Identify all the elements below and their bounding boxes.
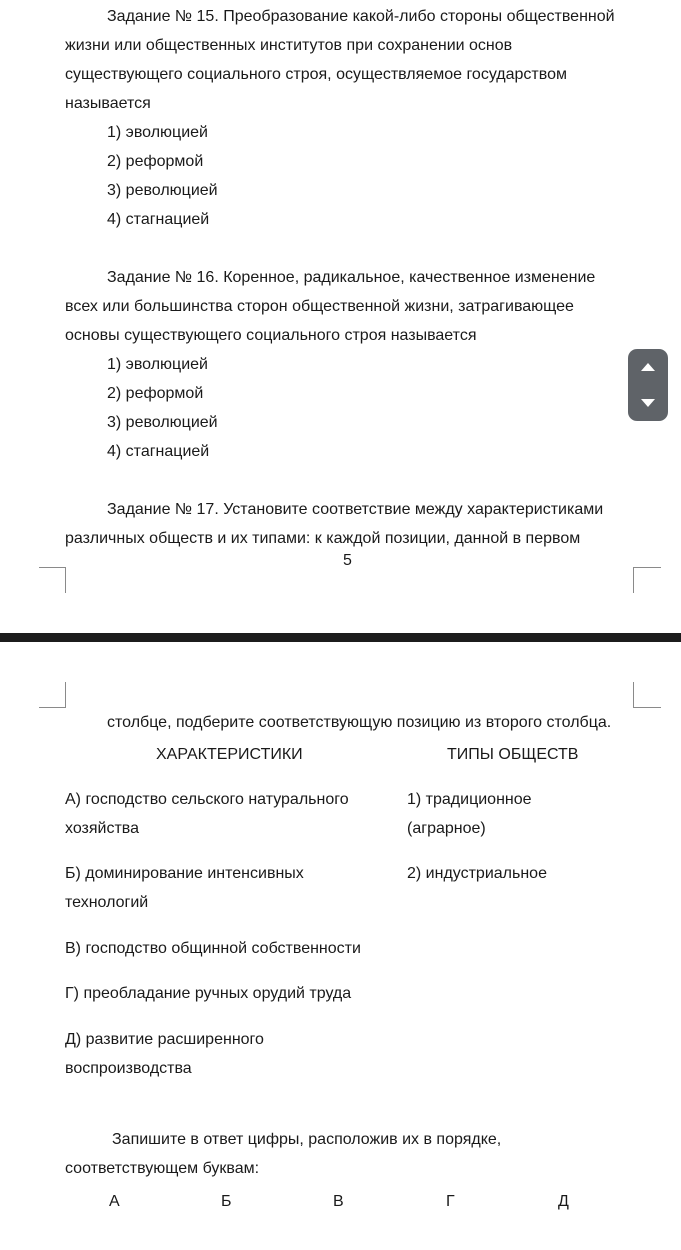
page-number: 5 (343, 552, 352, 569)
task-16-option: 3) революцией (107, 414, 218, 431)
task-16-text-line: всех или большинства сторон общественной жизни, затрагивающее (65, 298, 574, 315)
characteristic-item-cont: воспроизводства (65, 1060, 192, 1077)
task-15-text-line: жизни или общественных институтов при сохранении основ (65, 37, 513, 54)
task-15-option: 1) эволюцией (107, 124, 208, 141)
characteristic-item-cont: технологий (65, 894, 149, 911)
type-item-cont: (аграрное) (407, 820, 486, 837)
crop-mark-top-left (39, 682, 66, 708)
characteristic-item: Г) преобладание ручных орудий труда (65, 985, 352, 1002)
characteristic-item-cont: хозяйства (65, 820, 140, 837)
task-16-heading: Задание № 16. Коренное, радикальное, качественное изменение (107, 269, 596, 286)
task-15-option: 2) реформой (107, 153, 204, 170)
scroll-down-button[interactable] (628, 385, 668, 421)
characteristic-item: А) господство сельского натурального (65, 791, 349, 808)
characteristic-item: Б) доминирование интенсивных (65, 865, 304, 882)
task-15-heading: Задание № 15. Преобразование какой-либо стороны общественной (107, 8, 615, 25)
characteristic-item: В) господство общинной собственности (65, 940, 361, 957)
answer-letter: Б (221, 1193, 232, 1210)
task-15-option: 4) стагнацией (107, 211, 210, 228)
task-16-option: 1) эволюцией (107, 356, 208, 373)
column-header-characteristics: ХАРАКТЕРИСТИКИ (156, 746, 303, 763)
task-15-option: 3) революцией (107, 182, 218, 199)
crop-mark-top-right (633, 682, 661, 708)
answer-instruction-cont: соответствующем буквам: (65, 1160, 260, 1177)
answer-letter: Д (558, 1193, 569, 1210)
task-15-text-line: называется (65, 95, 151, 112)
task-16-option: 2) реформой (107, 385, 204, 402)
answer-instruction: Запишите в ответ цифры, расположив их в порядке, (112, 1131, 502, 1148)
type-item: 2) индустриальное (407, 865, 547, 882)
characteristic-item: Д) развитие расширенного (65, 1031, 264, 1048)
answer-letter: В (333, 1193, 344, 1210)
crop-mark-bottom-right (633, 567, 661, 593)
page-scroll-control[interactable] (628, 349, 668, 421)
crop-mark-bottom-left (39, 567, 66, 593)
arrow-down-icon (641, 399, 655, 407)
task-16-option: 4) стагнацией (107, 443, 210, 460)
answer-letter: Г (446, 1193, 455, 1210)
type-item: 1) традиционное (407, 791, 532, 808)
task-16-text-line: основы существующего социального строя называется (65, 327, 477, 344)
scroll-up-button[interactable] (628, 349, 668, 385)
task-17-text-line: различных обществ и их типами: к каждой позиции, данной в первом (65, 530, 581, 547)
column-header-types: ТИПЫ ОБЩЕСТВ (447, 746, 579, 763)
task-15-text-line: существующего социального строя, осуществляемое государством (65, 66, 567, 83)
task-17-heading: Задание № 17. Установите соответствие между характеристиками (107, 501, 604, 518)
answer-letter: А (109, 1193, 120, 1210)
task-17-continuation: столбце, подберите соответствующую позицию из второго столбца. (107, 714, 612, 731)
page-separator (0, 633, 681, 642)
arrow-up-icon (641, 363, 655, 371)
